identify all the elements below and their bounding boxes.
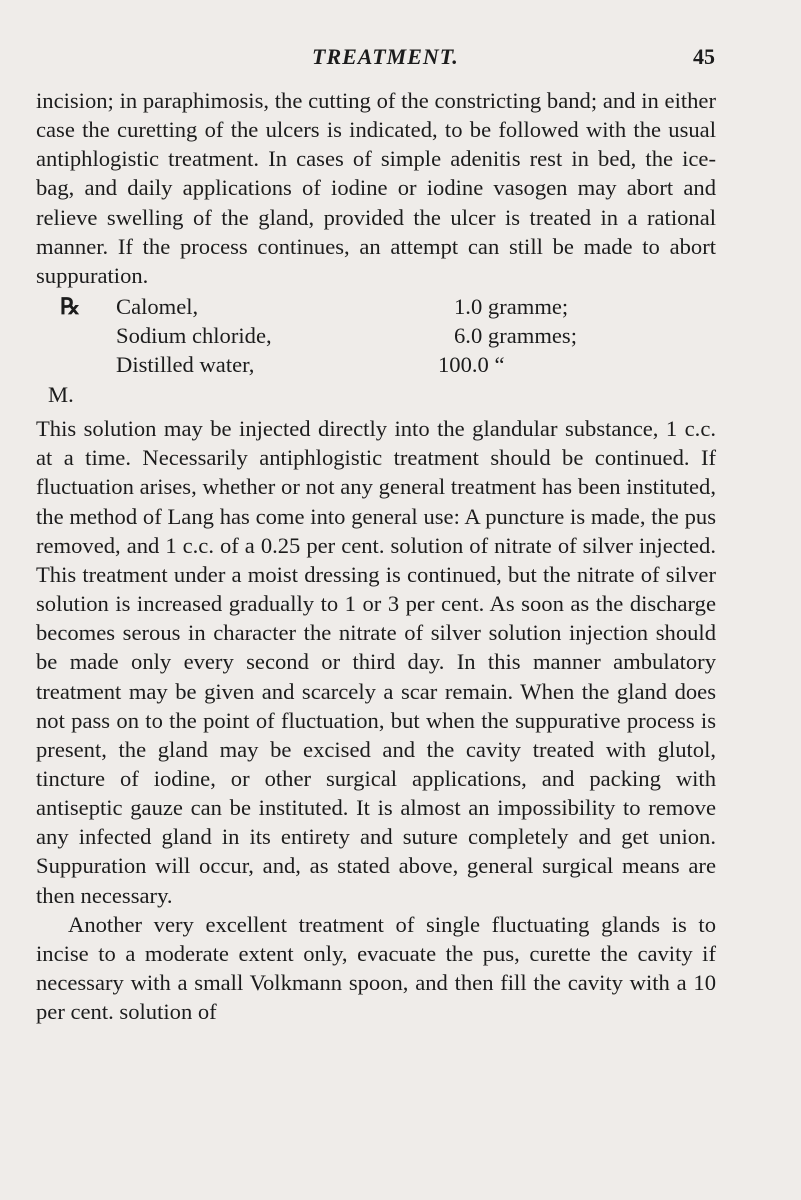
paragraph: incision; in paraphimosis, the cutting of the constricting band; and in either case the curetting of the ulcers is indicated, to be followed with the usual antiphlogistic treatment. In cases of simple adenitis rest in bed, the ice-bag, and daily applications of iodine or iodine vasogen may abort and relieve swelling of the gland, provided the ulcer is treated in a rational manner. If the process continues, an attempt can still be made to abort suppuration.	[36, 88, 716, 288]
page-number: 45	[693, 44, 715, 69]
prescription-item-name: Sodium chloride,	[116, 323, 272, 349]
recipe-symbol: ℞	[60, 294, 81, 320]
running-title: TREATMENT.	[312, 44, 459, 69]
paragraph: Another very excellent treatment of single fluctuating glands is to incise to a moderate extent only, evacuate the pus, curette the cavity if necessary with a small Volkmann spoon, and then fill the cavity with a 10 per cent. solution of	[36, 911, 716, 1025]
prescription	[36, 292, 716, 410]
prescription-item-name: Calomel,	[116, 294, 199, 320]
paragraph: This solution may be injected directly into the glandular substance, 1 c.c. at a time. Necessarily antiphlogistic treatment should be continued. If fluctuation arises, whether or not any general treatment has been instituted, the method of Lang has come into general use: A puncture is made, the pus removed, and 1 c.c. of a 0.25 per cent. solution of nitrate of silver injected. This treatment under a moist dressing is continued, but the nitrate of silver solution is increased gradually to 1 or 3 per cent. As soon as the discharge becomes serous in character the nitrate of silver solution injection should be made only every second or third day. In this manner ambulatory treatment may be given and scarcely a scar remain. When the gland does not pass on to the point of fluctuation, but when the suppurative process is present, the gland may be excised and the cavity treated with glutol, tincture of iodine, or other surgical applications, and packing with antiseptic gauze can be instituted. It is almost an impossibility to remove any infected gland in its entirety and suture completely and get union. Suppuration will occur, and, as stated above, general surgical means are then necessary.	[36, 416, 716, 908]
prescription-signature: M.	[48, 382, 74, 408]
prescription-item-amount: 6.0 grammes;	[454, 323, 577, 349]
prescription-item-amount: 1.0 gramme;	[454, 294, 569, 320]
prescription-item-name: Distilled water,	[116, 352, 255, 378]
page-header	[0, 44, 801, 74]
body-text	[36, 86, 716, 1026]
prescription-item-amount: 100.0 “	[438, 352, 505, 378]
